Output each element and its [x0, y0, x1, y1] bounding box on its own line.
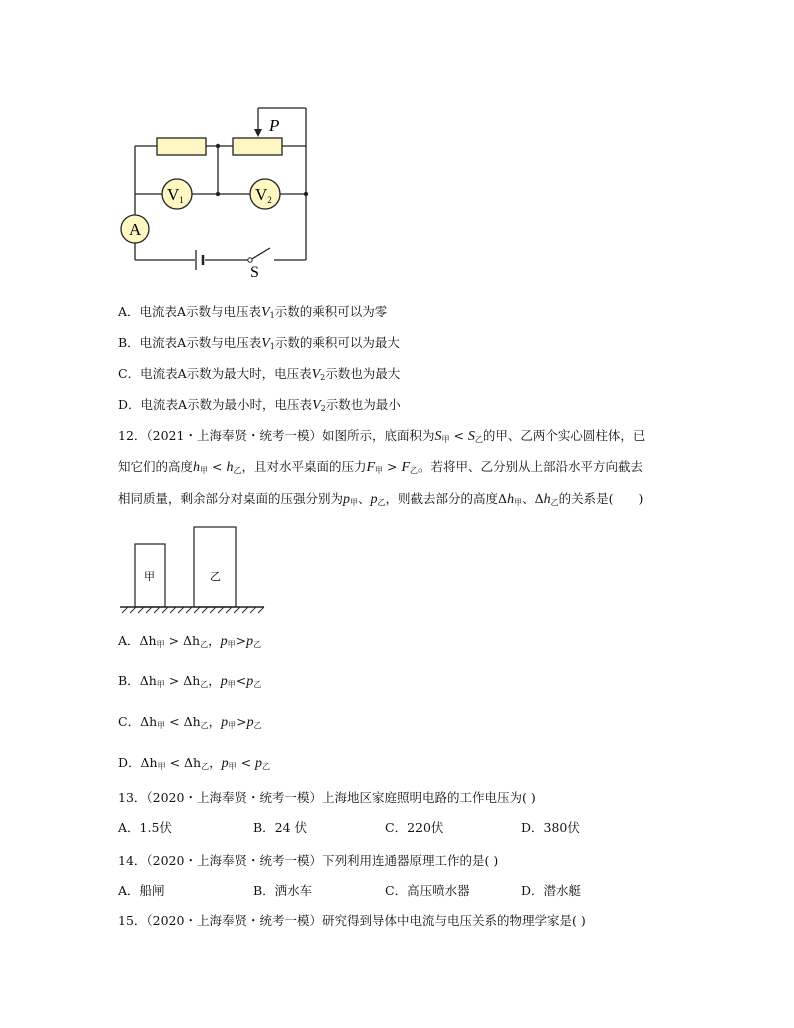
q14-option-d: D．潜水艇 [521, 883, 582, 898]
q13-option-a: A．1.5伏 [118, 820, 172, 835]
q14-option-c: C．高压喷水器 [385, 883, 470, 898]
q11-option-c: C．电流表A示数为最大时，电压表$V_2$示数也为最大 [118, 366, 401, 382]
cylinders-figure [118, 522, 268, 618]
q12-stem-line2: 知它们的高度$h_甲 < h_乙$，且对水平桌面的压力$F_甲 > F_乙$。若将甲、乙分别从上部沿水平方向截去 [118, 459, 644, 475]
q11-option-a: A．电流表A示数与电压表$V_1$示数的乘积可以为零 [118, 304, 388, 320]
q13-option-c: C．220伏 [385, 820, 444, 835]
q13-stem: 13．（2020・上海奉贤・统考一模）上海地区家庭照明电路的工作电压为( ) [118, 790, 536, 805]
label-jia: 甲 [144, 571, 155, 583]
ammeter-label: A [129, 220, 142, 239]
q12-option-b: B．$\Delta h_甲 > \Delta h_乙$，$p_甲<p_乙$ [118, 673, 262, 689]
q11-option-b: B．电流表A示数与电压表$V_1$示数的乘积可以为最大 [118, 335, 400, 351]
q15-stem: 15．（2020・上海奉贤・统考一模）研究得到导体中电流与电压关系的物理学家是( ) [118, 913, 586, 928]
fixed-resistor [157, 138, 206, 155]
cylinder-yi [194, 527, 236, 607]
v2-label: V2 [255, 185, 272, 205]
q13-option-b: B．24 伏 [253, 820, 308, 835]
q14-option-b: B．洒水车 [253, 883, 313, 898]
q12-stem-line3: 相同质量，剩余部分对桌面的压强分别为$p_甲$、$p_乙$，则截去部分的高度$\Delta h_甲$、$\Delta h_乙$的关系是( ) [118, 491, 644, 507]
slider-label: P [269, 116, 280, 135]
q14-options [118, 883, 618, 899]
switch-label: S [250, 264, 259, 280]
q11-option-d: D．电流表A示数为最小时，电压表$V_2$示数也为最小 [118, 397, 401, 413]
q12-option-c: C．$\Delta h_甲 < \Delta h_乙$，$p_甲>p_乙$ [118, 714, 262, 730]
q14-option-a: A．船闸 [118, 883, 165, 898]
q12-option-a: A．$\Delta h_甲 > \Delta h_乙$，$p_甲>p_乙$ [118, 633, 262, 649]
q14-stem: 14．（2020・上海奉贤・统考一模）下列利用连通器原理工作的是( ) [118, 853, 499, 868]
q12-option-d: D．$\Delta h_甲 < \Delta h_乙$，$p_甲 < p_乙$ [118, 755, 271, 771]
circuit-diagram [110, 100, 330, 280]
q13-options [118, 820, 618, 836]
v1-label: V1 [167, 185, 184, 205]
sliding-rheostat [233, 138, 282, 155]
q13-option-d: D．380伏 [521, 820, 580, 835]
q12-stem-line1: 12．（2021・上海奉贤・统考一模）如图所示，底面积为$S_甲 < S_乙$的甲、乙两个实心圆柱体，已 [118, 428, 646, 444]
label-yi: 乙 [210, 571, 221, 583]
